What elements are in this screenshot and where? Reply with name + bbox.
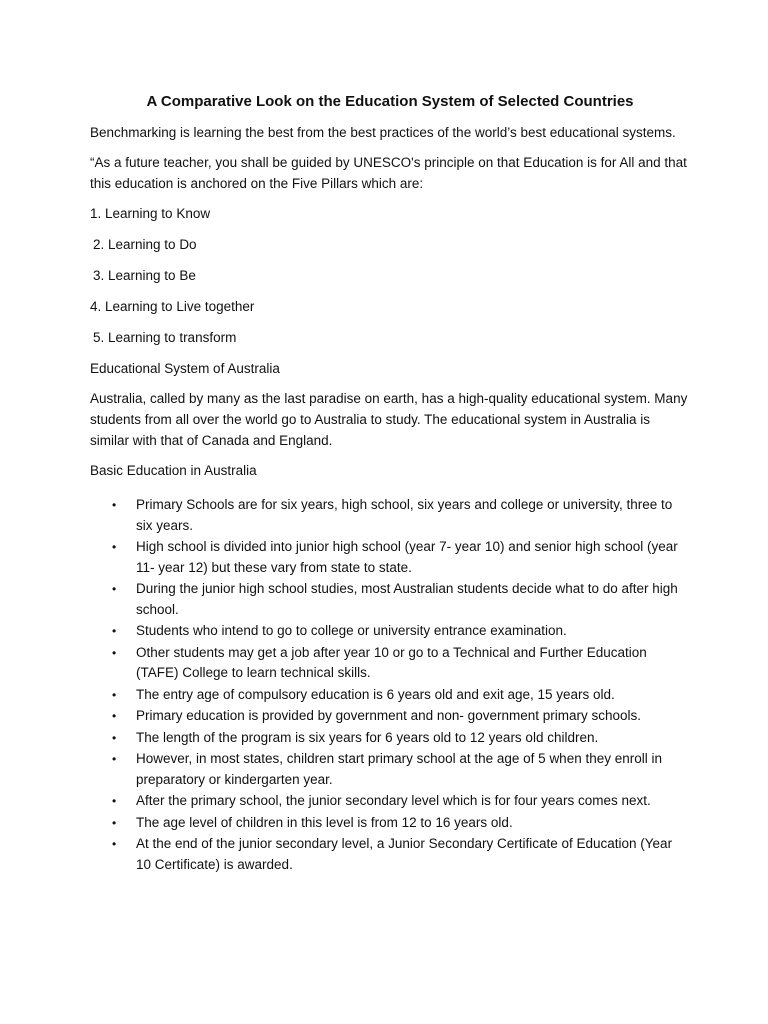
section-heading: Educational System of Australia xyxy=(90,361,280,376)
bullet-list xyxy=(90,495,690,875)
list-item xyxy=(90,685,690,706)
bullet-icon: • xyxy=(112,498,117,512)
bullet-icon: • xyxy=(112,730,117,745)
pillars-list xyxy=(90,203,690,348)
intro-paragraph: Benchmarking is learning the best from the best practices of the world’s best educational systems. xyxy=(90,125,676,140)
list-item xyxy=(90,813,690,834)
bullet-icon: • xyxy=(112,709,117,723)
document-page xyxy=(90,92,690,876)
bullet-icon: • xyxy=(112,645,117,660)
bullet-icon: • xyxy=(112,624,117,638)
bullet-icon: • xyxy=(112,582,117,596)
list-item-text: The entry age of compulsory education is 6 years old and exit age, 15 years old. xyxy=(136,686,615,702)
list-item-text: Other students may get a job after year 10 or go to a Technical and Further Education (TAFE) College to learn technical skills. xyxy=(136,644,647,680)
list-item-text: The length of the program is six years for 6 years old to 12 years old children. xyxy=(136,729,599,745)
list-item-text: At the end of the junior secondary level, a Junior Secondary Certificate of Education (Year 10 Certificate) is awarded. xyxy=(136,836,673,872)
pillar-item: 2. Learning to Do xyxy=(93,237,197,252)
pillar-item: 3. Learning to Be xyxy=(93,268,196,283)
list-item-text: Students who intend to go to college or university entrance examination. xyxy=(136,623,567,638)
document-title: A Comparative Look on the Education System of Selected Countries xyxy=(146,93,634,110)
list-item-text: However, in most states, children start primary school at the age of 5 when they enroll in preparatory or kindergarten year. xyxy=(136,751,663,787)
list-item xyxy=(90,706,690,727)
list-item-text: High school is divided into junior high school (year 7- year 10) and senior high school (year 11- year 12) but these vary from state to state. xyxy=(136,539,678,575)
list-item xyxy=(90,791,690,812)
list-item-text: Primary education is provided by government and non- government primary schools. xyxy=(136,708,641,723)
quote-paragraph: “As a future teacher, you shall be guided by UNESCO's principle on that Education is for All and that this education is anchored on the Five Pillars which are: xyxy=(90,155,687,191)
bullet-icon: • xyxy=(112,794,117,808)
list-item-text: Primary Schools are for six years, high school, six years and college or university, three to six years. xyxy=(136,497,673,533)
list-item xyxy=(90,537,690,578)
list-item xyxy=(90,749,690,790)
list-item xyxy=(90,579,690,620)
bullet-icon: • xyxy=(112,837,117,851)
pillar-item: 1. Learning to Know xyxy=(90,206,211,221)
bullet-icon: • xyxy=(112,687,117,702)
list-item xyxy=(90,728,690,749)
australia-paragraph: Australia, called by many as the last paradise on earth, has a high-quality educational system. Many students from all over the world go to Australia to study. The educational system in Australia is similar with that of Canada and England. xyxy=(90,391,688,448)
list-item xyxy=(90,495,690,536)
list-item xyxy=(90,834,690,875)
list-item-text: After the primary school, the junior secondary level which is for four years comes next. xyxy=(136,793,651,808)
bullet-icon: • xyxy=(112,540,117,554)
bullet-icon: • xyxy=(112,752,117,766)
list-item-text: The age level of children in this level is from 12 to 16 years old. xyxy=(136,814,513,830)
pillar-item: 5. Learning to transform xyxy=(93,330,237,345)
list-item-text: During the junior high school studies, most Australian students decide what to do after high school. xyxy=(136,581,678,617)
basic-education-heading: Basic Education in Australia xyxy=(90,463,257,478)
pillar-item: 4. Learning to Live together xyxy=(90,299,255,314)
bullet-icon: • xyxy=(112,815,117,830)
list-item xyxy=(90,621,690,642)
list-item xyxy=(90,643,690,684)
